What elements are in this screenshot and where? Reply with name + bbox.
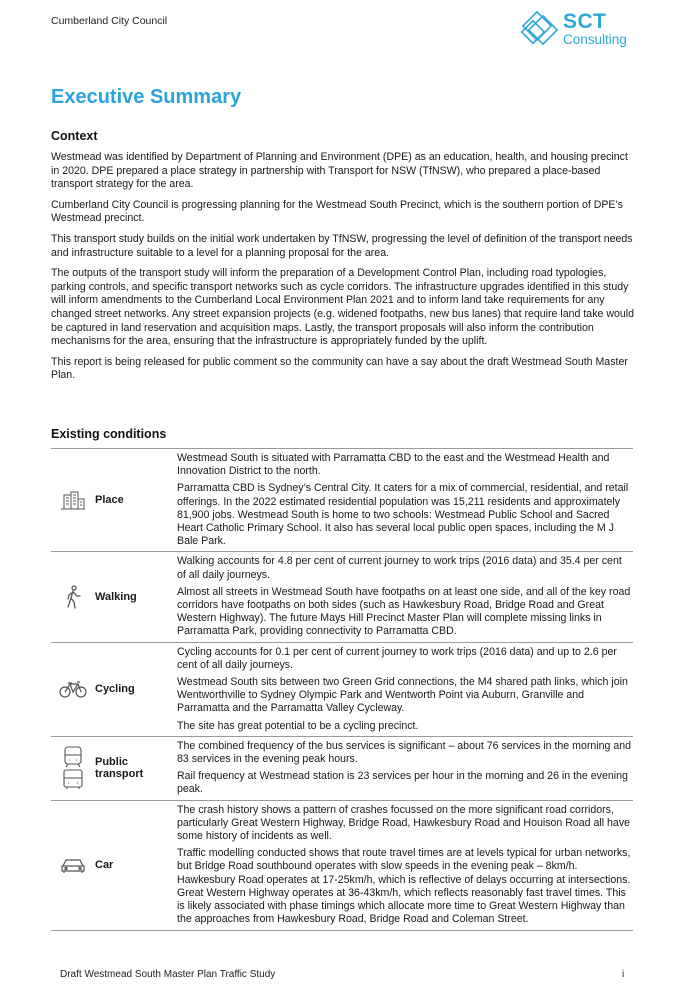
context-paragraph: The outputs of the transport study will inform the preparation of a Development Control Plan, including road typologies, parking controls, and specific transport networks such as cycle corridors. The infrastructure upgrades identified in this study will inform amendments to the Cumberland Local Environment Plan 2021 and to inform land take requirements for any changed street networks. Any street expansion projects (e.g. widened footpaths, new bus lanes) that require land take would be captured in land reservation and acquisition maps. Lastly, the transport proposals will also inform the contribution mechanisms for the area, ensuring that the infrastructure is appropriately funded by the uplift.: [51, 267, 635, 348]
row-description: [171, 800, 633, 930]
bicycle-icon: [51, 642, 95, 736]
logo-main-text: SCT: [563, 10, 607, 33]
row-description: [171, 642, 633, 736]
row-paragraph: Cycling accounts for 0.1 per cent of current journey to work trips (2016 data) and up to 2.6 per cent of all daily journeys.: [177, 645, 617, 671]
row-description: [171, 552, 633, 642]
row-paragraph: Parramatta CBD is Sydney’s Central City. It caters for a mix of commercial, residential, and retail offerings. In the 2022 estimated residential population was 15,211 residents and approximately 81,900 jobs. Westmead South is home to two schools: Westmead Public School and Sacred Heart Catholic Primary School. It also has several local public open spaces, including the M J Bale Park.: [177, 482, 629, 548]
row-description: [171, 736, 633, 800]
row-paragraph: Westmead South sits between two Green Grid connections, the M4 shared path links, which join Wentworthville to Sydney Olympic Park and Wentworth Point via Auburn, Granville and Parramatta and the Parramatta Valley Cycleway.: [177, 676, 628, 715]
table-row: [51, 449, 633, 552]
table-row: [51, 552, 633, 642]
context-paragraph: Westmead was identified by Department of Planning and Environment (DPE) as an education, health, and housing precinct in 2020. DPE prepared a place strategy in partnership with Transport for NSW (TfNSW), who prepared a place-based transport strategy for the area.: [51, 151, 628, 191]
row-paragraph: Traffic modelling conducted shows that route travel times are at levels typical for urban networks, but Bridge Road southbound operates with slow speeds in the evening peak – 8km/h. Hawkesbury Road operates at 17-25km/h, which is reflective of delays occurring at intersections. Great Western Highway operates at 36-43km/h, which reflects reasonably fast travel times. This is likely associated with phase timings which allocate more time to Great Western Highway than the approaches from Hawkesbury Road, Bridge Road and Coleman Street.: [177, 847, 631, 926]
row-paragraph: Walking accounts for 4.8 per cent of current journey to work trips (2016 data) and 35.4 per cent of all daily journeys.: [177, 555, 622, 581]
row-description: [171, 449, 633, 552]
row-label: Cycling: [95, 642, 171, 736]
sct-logo: [517, 8, 637, 52]
walking-icon: [51, 552, 95, 642]
diamond-logo-icon: [517, 8, 563, 52]
existing-conditions-heading: Existing conditions: [51, 427, 167, 441]
train-bus-icon: [51, 736, 95, 800]
buildings-icon: [51, 449, 95, 552]
table-row: [51, 642, 633, 736]
row-paragraph: Rail frequency at Westmead station is 23 services per hour in the morning and 26 in the evening peak.: [177, 770, 628, 796]
context-paragraph: Cumberland City Council is progressing planning for the Westmead South Precinct, which is the southern portion of DPE’s Westmead precinct.: [51, 198, 623, 225]
context-paragraph: This report is being released for public comment so the community can have a say about the draft Westmead South Master Plan.: [51, 355, 628, 382]
row-paragraph: The crash history shows a pattern of crashes focussed on the more significant road corridors, particularly Great Western Highway, Bridge Road, Hawkesbury Road and Houison Road all have some history of incidents as well.: [177, 803, 631, 843]
context-paragraph: This transport study builds on the initial work undertaken by TfNSW, progressing the level of definition of the transport needs and infrastructure suitable to a level for a planning proposal for the area.: [51, 232, 633, 259]
row-label: Car: [95, 800, 171, 930]
row-paragraph: Almost all streets in Westmead South have footpaths on at least one side, and all of the key road corridors have footpaths on both sides (such as Hawkesbury Road, Bridge Road and Great Western Highway). The future Mays Hill Precinct Master Plan will complete missing links in Parramatta Park, providing connectivity to Parramatta CBD.: [177, 585, 631, 638]
footer-document-title: Draft Westmead South Master Plan Traffic Study: [60, 969, 276, 980]
context-heading: Context: [51, 129, 98, 143]
table-row: [51, 800, 633, 930]
row-paragraph: The site has great potential to be a cycling precinct.: [177, 719, 419, 732]
row-paragraph: Westmead South is situated with Parramatta CBD to the east and the Westmead Health and Innovation District to the north.: [177, 452, 610, 478]
row-paragraph: The combined frequency of the bus services is significant – about 76 services in the morning and 83 services in the evening peak hours.: [177, 739, 632, 766]
row-label: Walking: [95, 552, 171, 642]
page-title: Executive Summary: [51, 86, 242, 108]
header-organisation: Cumberland City Council: [51, 15, 168, 27]
logo-sub-text: Consulting: [563, 32, 627, 47]
row-label: Public transport: [95, 736, 171, 800]
footer-page-number: i: [622, 969, 625, 980]
existing-conditions-table: [51, 448, 633, 931]
car-icon: [51, 800, 95, 930]
table-row: [51, 736, 633, 800]
context-section: [51, 151, 636, 390]
row-label: Place: [95, 449, 171, 552]
